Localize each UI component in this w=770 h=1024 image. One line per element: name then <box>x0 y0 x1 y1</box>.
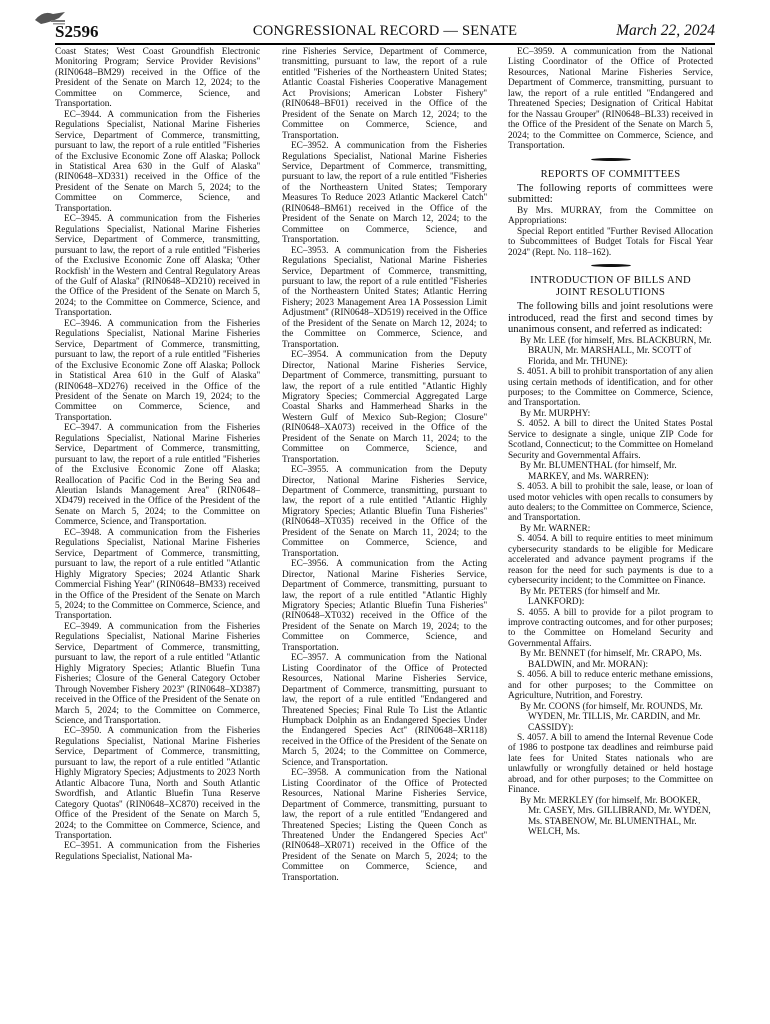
bill-text: S. 4054. A bill to require entities to meet minimum cybersecurity standards to be eligible for Medicare accelerated and advance payment programs if the reason for the need for such payments is due to a cybersecurity incident; to the Committee on Finance. <box>508 534 713 587</box>
paragraph: EC–3956. A communication from the Acting Director, National Marine Fisheries Service, Department of Commerce, transmitting, pursuant to law, the report of a rule entitled ''Atlantic Highly Migratory Species; Atlantic Bluefin Tuna Fisheries'' (RIN0648–XT032) received in the Office of the President of the Senate on March 19, 2024; to the Committee on Commerce, Science, and Transportation. <box>282 559 487 653</box>
paragraph: EC–3951. A communication from the Fisheries Regulations Specialist, National Ma- <box>55 841 260 862</box>
bill-text: S. 4051. A bill to prohibit transportation of any alien using certain methods of identification, and for other purposes; to the Committee on Commerce, Science, and Transportation. <box>508 367 713 409</box>
header-rule <box>55 43 715 45</box>
sponsor-line: By Mr. COONS (for himself, Mr. ROUNDS, Mr. WYDEN, Mr. TILLIS, Mr. CARDIN, and Mr. CASSIDY): <box>520 701 703 733</box>
section-divider <box>508 264 713 267</box>
sponsor-line: By Mr. BENNET (for himself, Mr. CRAPO, Ms. BALDWIN, and Mr. MORAN): <box>520 649 702 670</box>
heading-line: INTRODUCTION OF BILLS AND <box>530 274 691 286</box>
publication-title: CONGRESSIONAL RECORD — SENATE <box>252 23 518 39</box>
paragraph: EC–3950. A communication from the Fisheries Regulations Specialist, National Marine Fisheries Service, Department of Commerce, transmitting, pursuant to law, the report of a rule entitled ''Atlantic Highly Migratory Species; Adjustments to 2023 North Atlantic Albacore Tuna, North and South Atlantic Swordfish, and Atlantic Bluefin Tuna Reserve Category Quotas'' (RIN0648–XC870) received in the Office of the President of the Senate on March 5, 2024; to the Committee on Commerce, Science, and Transportation. <box>55 726 260 841</box>
sponsor-line: By Mr. MERKLEY (for himself, Mr. BOOKER, Mr. CASEY, Mrs. GILLIBRAND, Mr. WYDEN, Ms. STABENOW, Mr. BLUMENTHAL, Mr. WELCH, Ms. <box>520 795 711 838</box>
paragraph: EC–3953. A communication from the Fisheries Regulations Specialist, National Marine Fisheries Service, Department of Commerce, transmitting, pursuant to law, the report of a rule entitled ''Fisheries of the Northeastern United States; Atlantic Herring Fishery; 2023 Management Area 1A Possession Limit Adjustment'' (RIN0648–XD519) received in the Office of the President of the Senate on March 12, 2024; to the Committee on Commerce, Science, and Transportation. <box>282 245 487 350</box>
heading-line: JOINT RESOLUTIONS <box>555 286 666 298</box>
section-heading-introduction <box>508 275 713 299</box>
sponsor-line: By Mr. BLUMENTHAL (for himself, Mr. MARKEY, and Ms. WARREN): <box>520 461 677 482</box>
paragraph: Coast States; West Coast Groundfish Electronic Monitoring Program; Service Provider Revisions'' (RIN0648–BM29) received in the Office of the President of the Senate on March 12, 2024; to the Committee on Commerce, Science, and Transportation. <box>55 47 260 110</box>
column-3 <box>508 47 713 838</box>
paragraph: EC–3952. A communication from the Fisheries Regulations Specialist, National Marine Fisheries Service, Department of Commerce, transmitting, pursuant to law, the report of a rule entitled ''Fisheries of the Northeastern United States; Temporary Measures To Reduce 2023 Atlantic Mackerel Catch'' (RIN0648–BM61) received in the Office of the President of the Senate on March 12, 2024; to the Committee on Commerce, Science, and Transportation. <box>282 141 487 246</box>
bill-text: S. 4056. A bill to reduce enteric methane emissions, and for other purposes; to the Committee on Agriculture, Nutrition, and Forestry. <box>508 670 713 702</box>
sponsor-line: By Mr. LEE (for himself, Mrs. BLACKBURN, Mr. BRAUN, Mr. MARSHALL, Mr. SCOTT of Florida, and Mr. THUNE): <box>520 335 712 367</box>
paragraph: EC–3955. A communication from the Deputy Director, National Marine Fisheries Service, Department of Commerce, transmitting, pursuant to law, the report of a rule entitled ''Atlantic Highly Migratory Species; Atlantic Bluefin Tuna Fisheries'' (RIN0648–XT035) received in the Office of the President of the Senate on March 11, 2024; to the Committee on Commerce, Science, and Transportation. <box>282 465 487 559</box>
paragraph: EC–3958. A communication from the National Listing Coordinator of the Office of Protected Resources, National Marine Fisheries Service, Department of Commerce, transmitting, pursuant to law, the report of a rule entitled ''Endangered and Threatened Species; Listing the Queen Conch as Threatened Under the Endangered Species Act'' (RIN0648–XR071) received in the Office of the President of the Senate on March 5, 2024; to the Committee on Commerce, Science, and Transportation. <box>282 768 487 883</box>
sponsor-line: By Mr. WARNER: <box>520 523 591 534</box>
section-heading-reports: REPORTS OF COMMITTEES <box>540 168 681 180</box>
paragraph: EC–3946. A communication from the Fisheries Regulations Specialist, National Marine Fisheries Service, Department of Commerce, transmitting, pursuant to law, the report of a rule entitled ''Fisheries of the Exclusive Economic Zone off Alaska; Pollock in Statistical Area 610 in the Gulf of Alaska'' (RIN0648–XD276) received in the Office of the President of the Senate on March 19, 2024; to the Committee on Commerce, Science, and Transportation. <box>55 318 260 423</box>
section-divider <box>508 158 713 161</box>
bill-text: S. 4052. A bill to direct the United States Postal Service to designate a single, unique ZIP Code for Scotland, Connecticut; to the Committee on Homeland Security and Governmental Affairs. <box>508 419 713 461</box>
paragraph: EC–3944. A communication from the Fisheries Regulations Specialist, National Marine Fisheries Service, Department of Commerce, transmitting, pursuant to law, the report of a rule entitled ''Fisheries of the Exclusive Economic Zone off Alaska; Pollock in Statistical Area 630 in the Gulf of Alaska'' (RIN0648–XD331) received in the Office of the President of the Senate on March 5, 2024; to the Committee on Commerce, Science, and Transportation. <box>55 109 260 214</box>
column-1 <box>55 47 260 862</box>
section-lead: The following reports of committees were submitted: <box>508 182 713 206</box>
paragraph: Special Report entitled ''Further Revised Allocation to Subcommittees of Budget Totals for Fiscal Year 2024'' (Rept. No. 118–162). <box>508 226 713 258</box>
paragraph: EC–3947. A communication from the Fisheries Regulations Specialist, National Marine Fisheries Service, Department of Commerce, transmitting, pursuant to law, the report of a rule entitled ''Fisheries of the Exclusive Economic Zone off Alaska; Reallocation of Pacific Cod in the Bering Sea and Aleutian Islands Management Area'' (RIN0648–XD479) received in the Office of the President of the Senate on March 5, 2024; to the Committee on Commerce, Science, and Transportation. <box>55 423 260 528</box>
section-lead: The following bills and joint resolutions were introduced, read the first and second times by unanimous consent, and referred as indicated: <box>508 300 713 336</box>
paragraph: EC–3945. A communication from the Fisheries Regulations Specialist, National Marine Fisheries Service, Department of Commerce, transmitting, pursuant to law, the report of a rule entitled ''Fisheries of the Exclusive Economic Zone off Alaska; 'Other Rockfish' in the Western and Central Regulatory Areas of the Gulf of Alaska'' (RIN0648–XD210) received in the Office of the President of the Senate on March 5, 2024; to the Committee on Commerce, Science, and Transportation. <box>55 214 260 319</box>
bill-text: S. 4057. A bill to amend the Internal Revenue Code of 1986 to postpone tax deadlines and reimburse paid late fees for United States nationals who are unlawfully or wrongfully detained or held hostage abroad, and for other purposes; to the Committee on Finance. <box>508 732 713 796</box>
paragraph: EC–3954. A communication from the Deputy Director, National Marine Fisheries Service, Department of Commerce, transmitting, pursuant to law, the report of a rule entitled ''Atlantic Highly Migratory Species; Commercial Aggregated Large Coastal Sharks and Hammerhead Sharks in the Western Gulf of Mexico Sub-Region; Closure'' (RIN0648–XA073) received in the Office of the President of the Senate on March 11, 2024; to the Committee on Commerce, Science, and Transportation. <box>282 350 487 465</box>
bill-text: S. 4053. A bill to prohibit the sale, lease, or loan of used motor vehicles with open recalls to consumers by auto dealers; to the Committee on Commerce, Science, and Transportation. <box>508 482 713 524</box>
bill-text: S. 4055. A bill to provide for a pilot program to improve contracting outcomes, and for other purposes; to the Committee on Homeland Security and Governmental Affairs. <box>508 607 713 649</box>
paragraph: EC–3957. A communication from the National Listing Coordinator of the Office of Protected Resources, National Marine Fisheries Service, Department of Commerce, transmitting, pursuant to law, the report of a rule entitled ''Endangered and Threatened Species; Final Rule To List the Atlantic Humpback Dolphin as an Endangered Species Under the Endangered Species Act'' (RIN0648–XR118) received in the Office of the President of the Senate on March 5, 2024; to the Committee on Commerce, Science, and Transportation. <box>282 653 487 768</box>
column-2 <box>282 47 487 883</box>
page-number: S2596 <box>55 22 99 41</box>
sponsor-line: By Mr. MURPHY: <box>520 408 591 419</box>
sponsor-line: By Mrs. MURRAY, from the Committee on Appropriations: <box>508 205 713 227</box>
sponsor-line: By Mr. PETERS (for himself and Mr. LANKFORD): <box>520 586 660 608</box>
paragraph: rine Fisheries Service, Department of Commerce, transmitting, pursuant to law, the report of a rule entitled ''Fisheries of the Northeastern United States; Atlantic Coastal Fisheries Cooperative Management Act Provisions; American Lobster Fishery'' (RIN0648–BF01) received in the Office of the President of the Senate on March 12, 2024; to the Committee on Commerce, Science, and Transportation. <box>282 47 487 141</box>
paragraph: EC–3948. A communication from the Fisheries Regulations Specialist, National Marine Fisheries Service, Department of Commerce, transmitting, pursuant to law, the report of a rule entitled ''Atlantic Highly Migratory Species; 2024 Atlantic Shark Commercial Fishing Year'' (RIN0648–BM33) received in the Office of the President of the Senate on March 5, 2024; to the Committee on Commerce, Science, and Transportation. <box>55 527 260 622</box>
paragraph: EC–3959. A communication from the National Listing Coordinator of the Office of Protected Resources, National Marine Fisheries Service, Department of Commerce, transmitting, pursuant to law, the report of a rule entitled ''Endangered and Threatened Species; Designation of Critical Habitat for the Nassau Grouper'' (RIN0648–BL33) received in the Office of the President of the Senate on March 5, 2024; to the Committee on Commerce, Science, and Transportation. <box>508 47 713 152</box>
issue-date: March 22, 2024 <box>616 22 715 39</box>
paragraph: EC–3949. A communication from the Fisheries Regulations Specialist, National Marine Fisheries Service, Department of Commerce, transmitting, pursuant to law, the report of a rule entitled ''Atlantic Highly Migratory Species; Atlantic Bluefin Tuna Fisheries; Closure of the General Category October Through November Fishery 2023'' (RIN0648–XD387) received in the Office of the President of the Senate on March 5, 2024; to the Committee on Commerce, Science, and Transportation. <box>55 621 260 726</box>
